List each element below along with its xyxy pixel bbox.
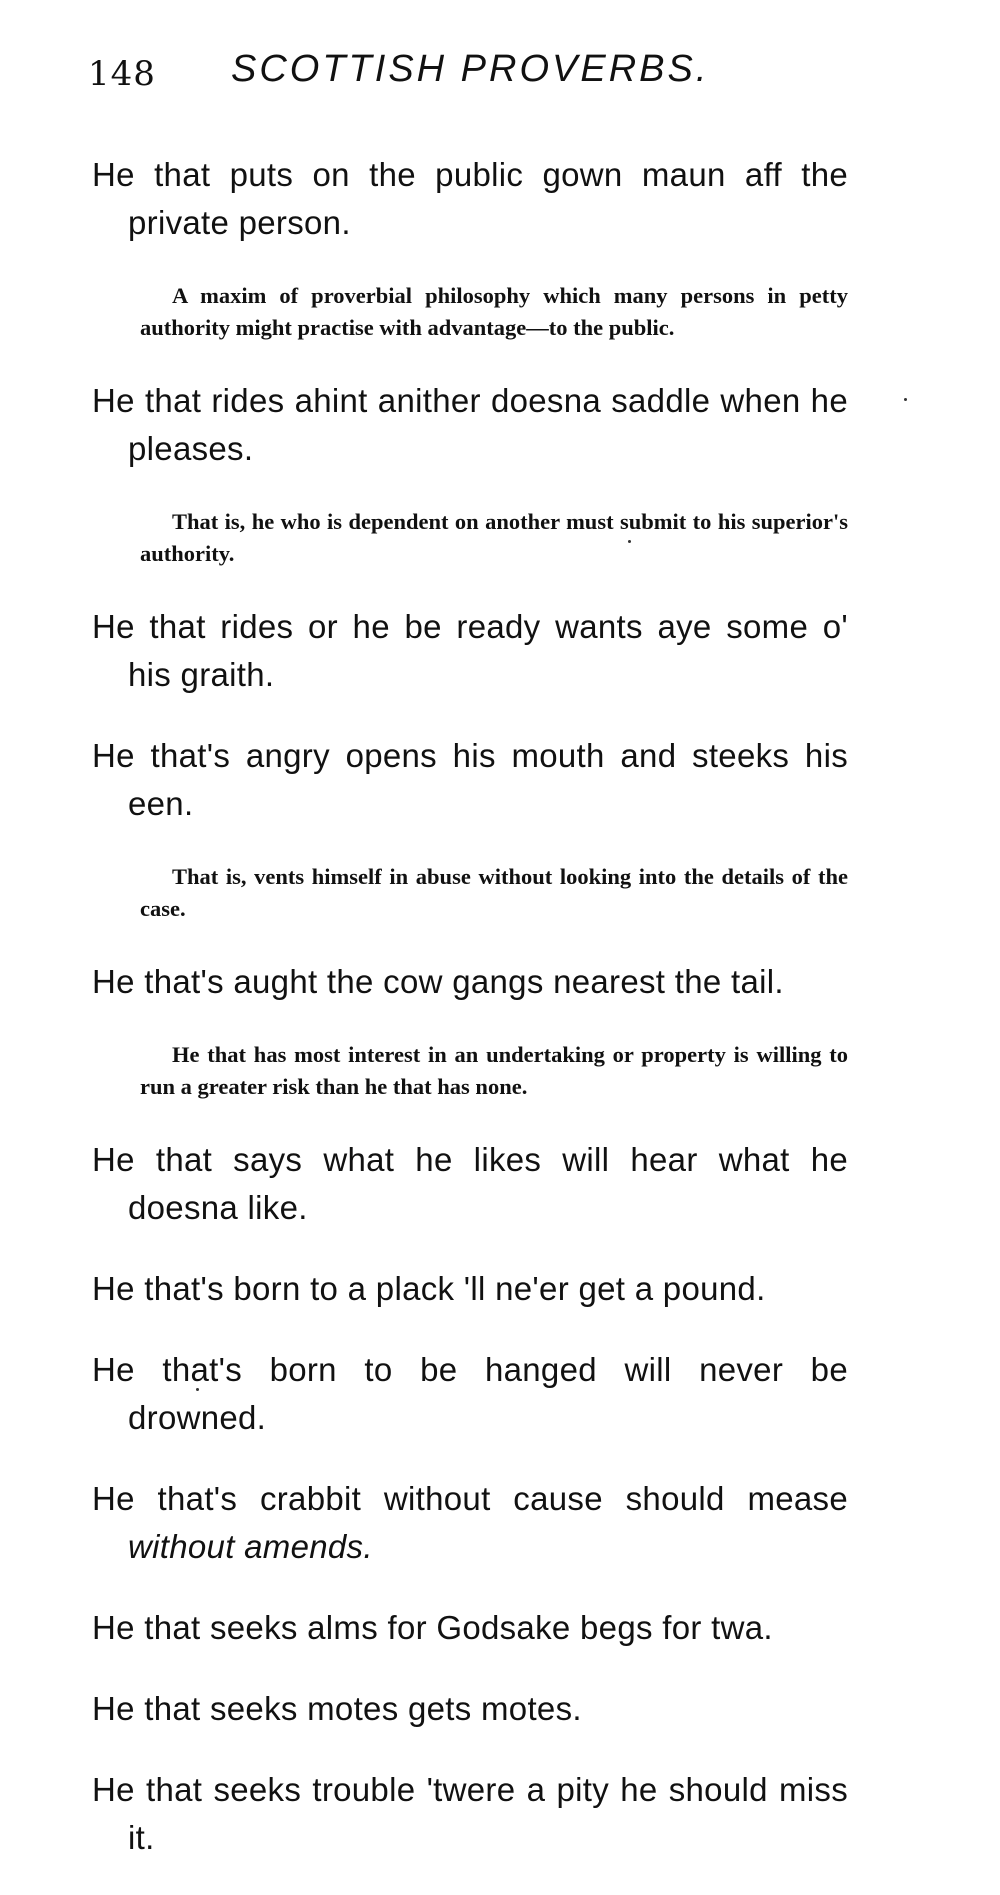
print-speck [196,1388,199,1391]
proverb-entry [92,1604,848,1652]
proverb-text: He that's born to a plack 'll ne'er get a pound. [92,1270,766,1307]
proverb-entry [92,958,848,1103]
proverb-text-main: He that's crabbit without cause should mease [92,1480,848,1517]
proverb-entry [92,732,848,925]
proverb-note: That is, he who is dependent on another must submit to his superior's authority. [140,509,848,566]
proverb-entry [92,377,848,570]
print-speck [628,540,631,543]
proverb-note: A maxim of proverbial philosophy which many persons in petty authority might practise with advantage—to the public. [140,283,848,340]
proverb-entry [92,1346,848,1442]
proverb-text: He that seeks trouble 'twere a pity he should miss it. [92,1771,848,1856]
proverb-text: He that puts on the public gown maun aff the private person. [92,156,848,241]
running-title: SCOTTISH PROVERBS. [231,48,710,90]
proverb-text: He that seeks motes gets motes. [92,1690,582,1727]
proverb-text: He that seeks alms for Godsake begs for twa. [92,1609,773,1646]
proverb-list [92,118,848,1895]
proverb-text [92,1475,848,1571]
print-speck [904,398,907,401]
proverb-entry [92,1766,848,1862]
proverb-entry [92,1475,848,1571]
proverb-text: He that's born to be hanged will never be drowned. [92,1351,848,1436]
proverb-entry [92,603,848,699]
page-number: 148 [88,54,156,94]
proverb-text-italic: without amends. [128,1528,373,1565]
proverb-entry [92,1685,848,1733]
proverb-note: That is, vents himself in abuse without looking into the details of the case. [140,864,848,921]
proverb-entry [92,1265,848,1313]
proverb-text: He that's angry opens his mouth and steeks his een. [92,737,848,822]
proverb-text: He that rides ahint anither doesna saddle when he pleases. [92,382,848,467]
proverb-text: He that rides or he be ready wants aye some o' his graith. [92,608,848,693]
proverb-text: He that says what he likes will hear what he doesna like. [92,1141,848,1226]
proverb-entry [92,1136,848,1232]
running-head [88,48,848,98]
proverb-text: He that's aught the cow gangs nearest the tail. [92,963,784,1000]
proverb-note: He that has most interest in an undertaking or property is willing to run a greater risk than he that has none. [140,1042,848,1099]
proverb-entry [92,151,848,344]
